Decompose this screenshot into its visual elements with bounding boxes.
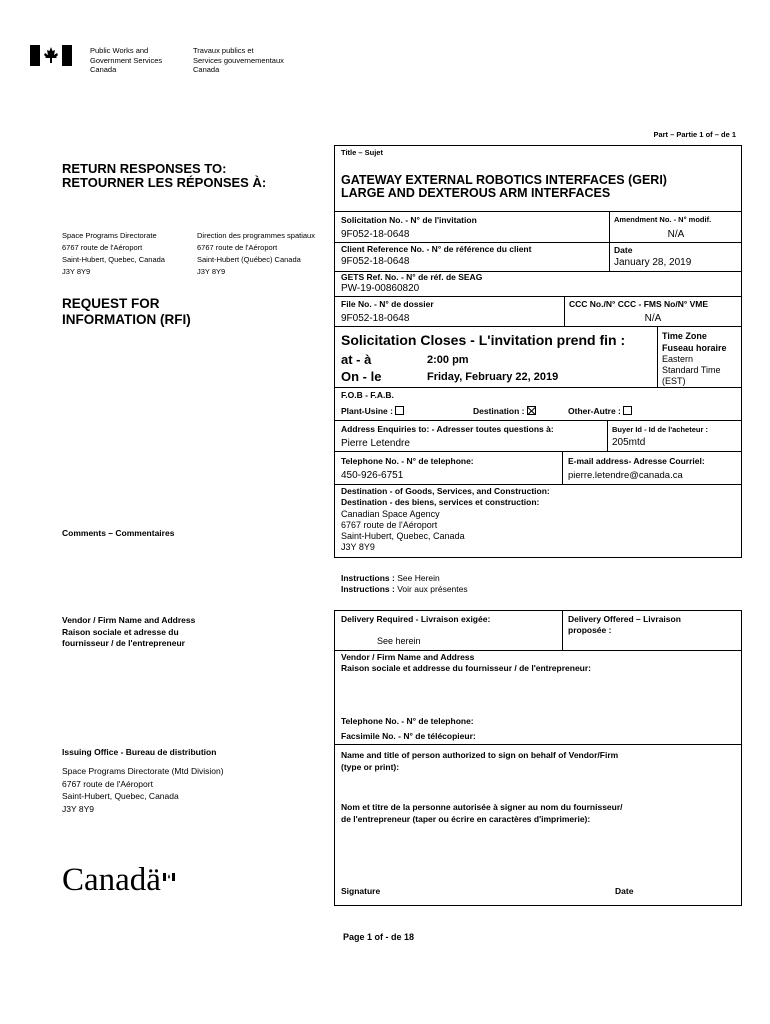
enquiries-name: Pierre Letendre xyxy=(341,438,410,449)
client-ref-label: Client Reference No. - N° de référence du client xyxy=(341,244,532,254)
return-responses-title: RETURN RESPONSES TO: RETOURNER LES RÉPONSES À: xyxy=(62,161,267,190)
gets-ref: PW-19-00860820 xyxy=(341,283,420,294)
destination-goods-address: Canadian Space Agency 6767 route de l'Aéroport Saint-Hubert, Quebec, Canada J3Y 8Y9 xyxy=(341,509,465,552)
authorized-name-fr-label: Nom et titre de la personne autorisée à signer au nom du fournisseur/ de l'entrepreneur (taper ou écrire en caractères d'imprimerie): xyxy=(341,802,623,824)
vendor-label: Vendor / Firm Name and Address Raison sociale et adresse du fournisseur / de l'entrepreneur xyxy=(62,615,196,648)
issuing-office-label: Issuing Office - Bureau de distribution xyxy=(62,747,217,757)
canada-wordmark-logo: Canadä xyxy=(62,862,161,898)
amendment-no: N/A xyxy=(667,229,685,240)
client-ref: 9F052-18-0648 xyxy=(341,256,410,267)
closing-time: 2:00 pm xyxy=(427,354,469,366)
solicitation-title: GATEWAY EXTERNAL ROBOTICS INTERFACES (GERI) LARGE AND DEXTEROUS ARM INTERFACES xyxy=(341,173,667,200)
wordmark-flag-icon xyxy=(163,868,175,876)
time-zone-label: Time Zone Fuseau horaire xyxy=(662,331,727,353)
email-label: E-mail address- Adresse Courriel: xyxy=(568,456,705,466)
title-label: Title – Sujet xyxy=(341,148,383,157)
signature-date-label: Date xyxy=(615,886,634,896)
fob-plant: Plant-Usine : xyxy=(341,406,404,416)
enquiries-label: Address Enquiries to: - Adresser toutes questions à: xyxy=(341,424,554,434)
authorized-name-en-label: Name and title of person authorized to sign on behalf of Vendor/Firm (type or print): xyxy=(341,750,619,772)
solicitation-no: 9F052-18-0648 xyxy=(341,229,410,240)
destination-goods-label: Destination - of Goods, Services, and Construction: Destination - des biens, services et construction: xyxy=(341,486,550,507)
issue-date: January 28, 2019 xyxy=(614,257,692,268)
canada-flag-icon xyxy=(30,45,72,66)
buyer-id: 205mtd xyxy=(612,437,646,448)
closing-date: Friday, February 22, 2019 xyxy=(427,371,559,383)
destination-checkbox[interactable] xyxy=(527,406,536,415)
signature-label: Signature xyxy=(341,886,381,896)
telephone-label: Telephone No. - N° de telephone: xyxy=(341,456,474,466)
plant-checkbox[interactable] xyxy=(395,406,404,415)
on-label: On - le xyxy=(341,369,382,384)
date-label: Date xyxy=(614,245,633,255)
dept-name-fr: Travaux publics et Services gouvernementaux Canada xyxy=(193,46,284,74)
vendor-fax-label: Facsimile No. - N° de télécopieur: xyxy=(341,731,476,741)
file-no: 9F052-18-0648 xyxy=(341,313,410,324)
ccc-no: N/A xyxy=(644,313,662,324)
vendor-telephone-label: Telephone No. - N° de telephone: xyxy=(341,716,474,726)
comments-label: Comments – Commentaires xyxy=(62,528,175,538)
fob-other: Other-Autre : xyxy=(568,406,632,416)
instructions: Instructions : See Herein Instructions : Voir aux présentes xyxy=(341,573,468,594)
page-number: Page 1 of - de 18 xyxy=(343,932,415,942)
fob-destination: Destination : xyxy=(473,406,536,416)
at-label: at - à xyxy=(341,352,372,367)
issuing-office-address: Space Programs Directorate (Mtd Division) 6767 route de l'Aéroport Saint-Hubert, Quebec, Canada J3Y 8Y9 xyxy=(62,766,224,814)
part-indicator: Part – Partie 1 of – de 1 xyxy=(653,130,736,139)
solicitation-closes-label: Solicitation Closes - L'invitation prend fin : xyxy=(341,332,626,348)
amendment-label: Amendment No. - N° modif. xyxy=(614,215,712,224)
other-checkbox[interactable] xyxy=(623,406,632,415)
email[interactable]: pierre.letendre@canada.ca xyxy=(568,470,683,481)
ccc-label: CCC No./N° CCC - FMS No/N° VME xyxy=(569,299,709,309)
solicitation-no-label: Solicitation No. - N° de l'invitation xyxy=(341,215,477,225)
telephone: 450-926-6751 xyxy=(341,470,404,481)
buyer-id-label: Buyer Id - Id de l'acheteur : xyxy=(612,425,708,434)
return-address-en: Space Programs Directorate 6767 route de l'Aéroport Saint-Hubert, Quebec, Canada J3Y 8Y9 xyxy=(62,231,165,276)
return-address-fr: Direction des programmes spatiaux 6767 route de l'Aéroport Saint-Hubert (Québec) Canada J3Y 8Y9 xyxy=(197,231,315,276)
dept-name-en: Public Works and Government Services Canada xyxy=(90,46,163,74)
time-zone-value: Eastern Standard Time (EST) xyxy=(662,354,721,386)
delivery-required-label: Delivery Required - Livraison exigée: xyxy=(341,614,491,624)
vendor-box-label: Vendor / Firm Name and Address Raison sociale et addresse du fournisseur / de l'entrepreneur: xyxy=(341,652,592,673)
delivery-offered-label: Delivery Offered – Livraison proposée : xyxy=(568,614,681,635)
delivery-required: See herein xyxy=(377,636,421,646)
gets-ref-label: GETS Ref. No. - N° de réf. de SEAG xyxy=(341,272,483,282)
document-type-title: REQUEST FOR INFORMATION (RFI) xyxy=(62,296,191,327)
file-no-label: File No. - N° de dossier xyxy=(341,299,434,309)
fob-label: F.O.B - F.A.B. xyxy=(341,390,394,400)
